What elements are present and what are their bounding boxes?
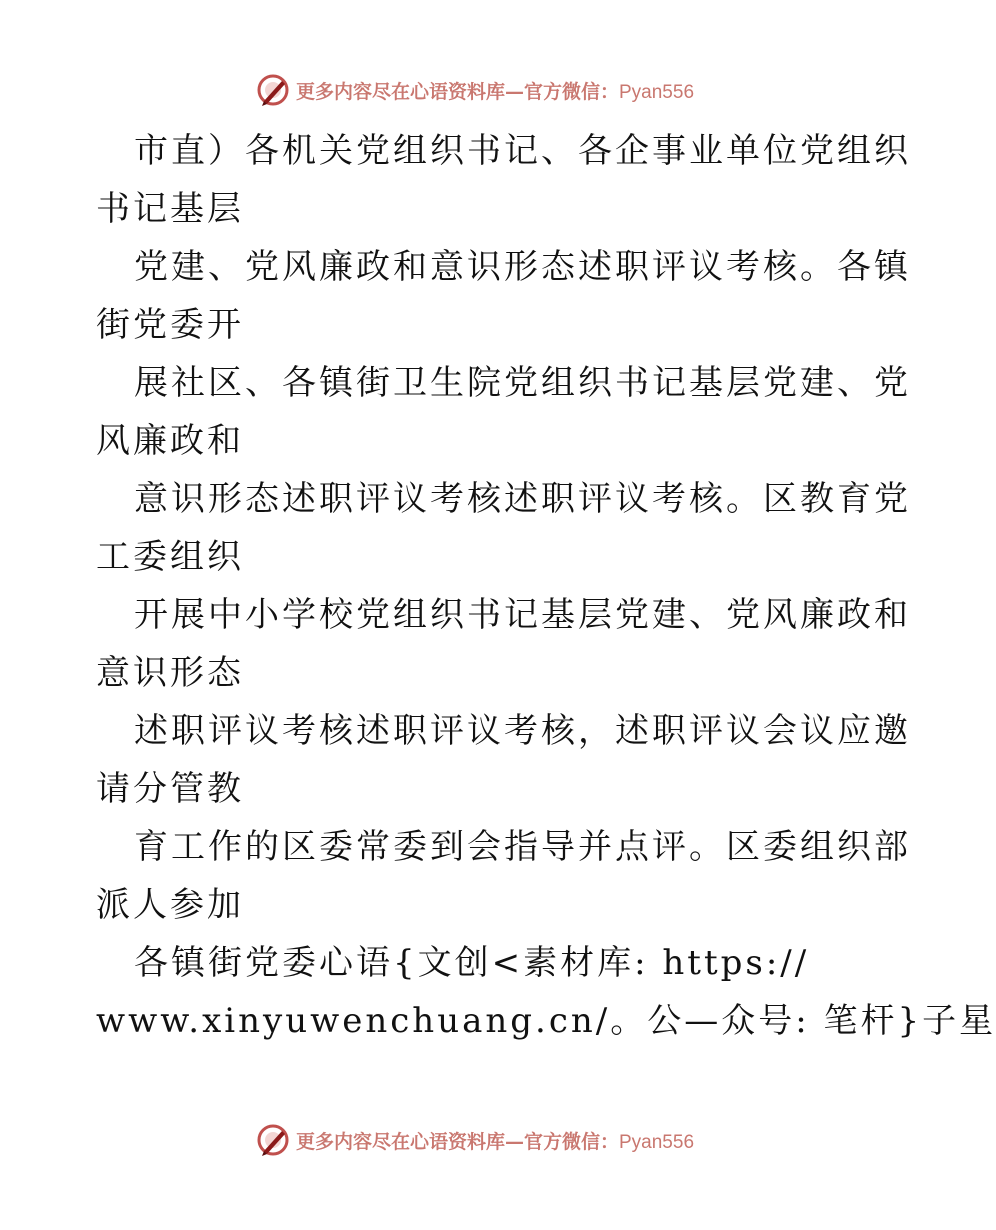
watermark-id: Pyan556 [619, 81, 695, 103]
paragraph-line: 展社区、各镇街卫生院党组织书记基层党建、党 [134, 363, 911, 403]
header-watermark [0, 70, 950, 110]
footer-watermark [0, 1120, 950, 1160]
paragraph-line: 育工作的区委常委到会指导并点评。区委组织部 [134, 827, 911, 867]
paragraph-line: 述职评议考核述职评议考核，述职评议会议应邀 [134, 711, 911, 751]
paragraph [96, 354, 911, 470]
paragraph [96, 586, 911, 702]
watermark-text: 更多内容尽在心语资料库—官方微信： [295, 80, 619, 103]
paragraph [96, 122, 911, 238]
paragraph-line: 工委组织 [96, 537, 244, 577]
paragraph-line: 书记基层 [96, 189, 244, 229]
paragraph-line: 风廉政和 [96, 421, 244, 461]
paragraph-line: www.xinyuwenchuang.cn/。公—众号: 笔杆}子星 [96, 1001, 996, 1041]
document-body [96, 122, 996, 1050]
watermark-text: 更多内容尽在心语资料库—官方微信： [295, 1130, 619, 1153]
paragraph [96, 818, 911, 934]
paragraph-line: 请分管教 [96, 769, 244, 809]
paragraph [96, 934, 996, 1050]
pen-logo-icon [256, 73, 290, 107]
paragraph-line: 派人参加 [96, 885, 244, 925]
watermark-id: Pyan556 [619, 1131, 695, 1153]
paragraph-line: 市直）各机关党组织书记、各企事业单位党组织 [134, 131, 911, 171]
paragraph-line: 街党委开 [96, 305, 244, 345]
paragraph-line: 意识形态 [96, 653, 244, 693]
paragraph-line: 各镇街党委心语{文创<素材库: https:// [134, 943, 810, 983]
paragraph [96, 238, 911, 354]
paragraph-line: 党建、党风廉政和意识形态述职评议考核。各镇 [134, 247, 911, 287]
pen-logo-icon [256, 1123, 290, 1157]
paragraph-line: 意识形态述职评议考核述职评议考核。区教育党 [134, 479, 911, 519]
paragraph [96, 702, 911, 818]
paragraph-line: 开展中小学校党组织书记基层党建、党风廉政和 [134, 595, 911, 635]
paragraph [96, 470, 911, 586]
